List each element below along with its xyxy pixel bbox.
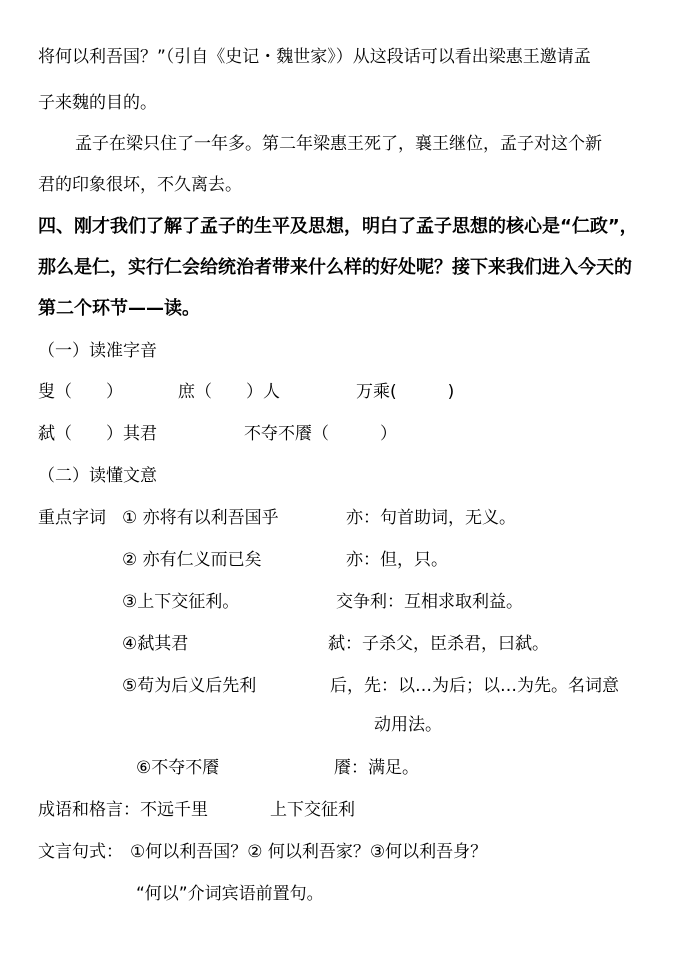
key-word-gloss-continued: 动用法。 (374, 715, 442, 735)
idiom: 不远千里 (140, 800, 208, 820)
meaning-heading: （二）读懂文意 (38, 466, 157, 486)
key-word: ⑤苟为后义后先利 (122, 676, 257, 696)
key-word-gloss: 交争利：互相求取利益。 (336, 592, 523, 612)
key-word-gloss: 亦：句首助词，无义。 (346, 508, 516, 528)
key-word-gloss: 后，先：以…为后；以…为先。名词意 (330, 676, 619, 696)
pron-item: 弑（ ）其君 (38, 424, 157, 444)
intro-line-4: 君的印象很坏，不久离去。 (38, 175, 242, 195)
intro-line-2: 子来魏的目的。 (38, 93, 157, 113)
section4-line-3: 第二个环节——读。 (38, 298, 200, 319)
key-words-label: 重点字词 (38, 508, 106, 528)
syntax-examples: ①何以利吾国？② 何以利吾家？③何以利吾身？ (130, 842, 488, 862)
key-word-gloss: 弑：子杀父，臣杀君，曰弑。 (328, 634, 549, 654)
key-word: ④弑其君 (122, 634, 189, 654)
pron-item: 庶（ ）人 (178, 382, 280, 402)
syntax-note: “何以”介词宾语前置句。 (136, 884, 324, 904)
pron-item: 叟（ ） (38, 382, 123, 402)
key-word: ⑥不夺不餍 (136, 758, 220, 778)
syntax-label: 文言句式： (38, 842, 123, 862)
section4-line-1: 四、刚才我们了解了孟子的生平及思想，明白了孟子思想的核心是“仁政”， (38, 216, 638, 237)
key-word: ③上下交征利。 (122, 592, 240, 612)
pronunciation-heading: （一）读准字音 (38, 341, 157, 361)
intro-line-3: 孟子在梁只住了一年多。第二年梁惠王死了，襄王继位，孟子对这个新 (75, 134, 602, 154)
key-word: ② 亦有仁义而已矣 (122, 550, 262, 570)
key-word-gloss: 亦：但，只。 (346, 550, 448, 570)
idiom: 上下交征利 (270, 800, 355, 820)
pron-item: 不夺不餍（ ） (244, 424, 397, 444)
key-word: ① 亦将有以利吾国乎 (122, 508, 279, 528)
intro-line-1: 将何以利吾国？”（引自《史记・魏世家》）从这段话可以看出梁惠王邀请孟 (38, 47, 591, 67)
pron-item: 万乘( ) (356, 382, 455, 402)
idioms-label: 成语和格言： (38, 800, 140, 820)
key-word-gloss: 餍：满足。 (334, 758, 419, 778)
section4-line-2: 那么是仁，实行仁会给统治者带来什么样的好处呢？接下来我们进入今天的 (38, 257, 632, 278)
